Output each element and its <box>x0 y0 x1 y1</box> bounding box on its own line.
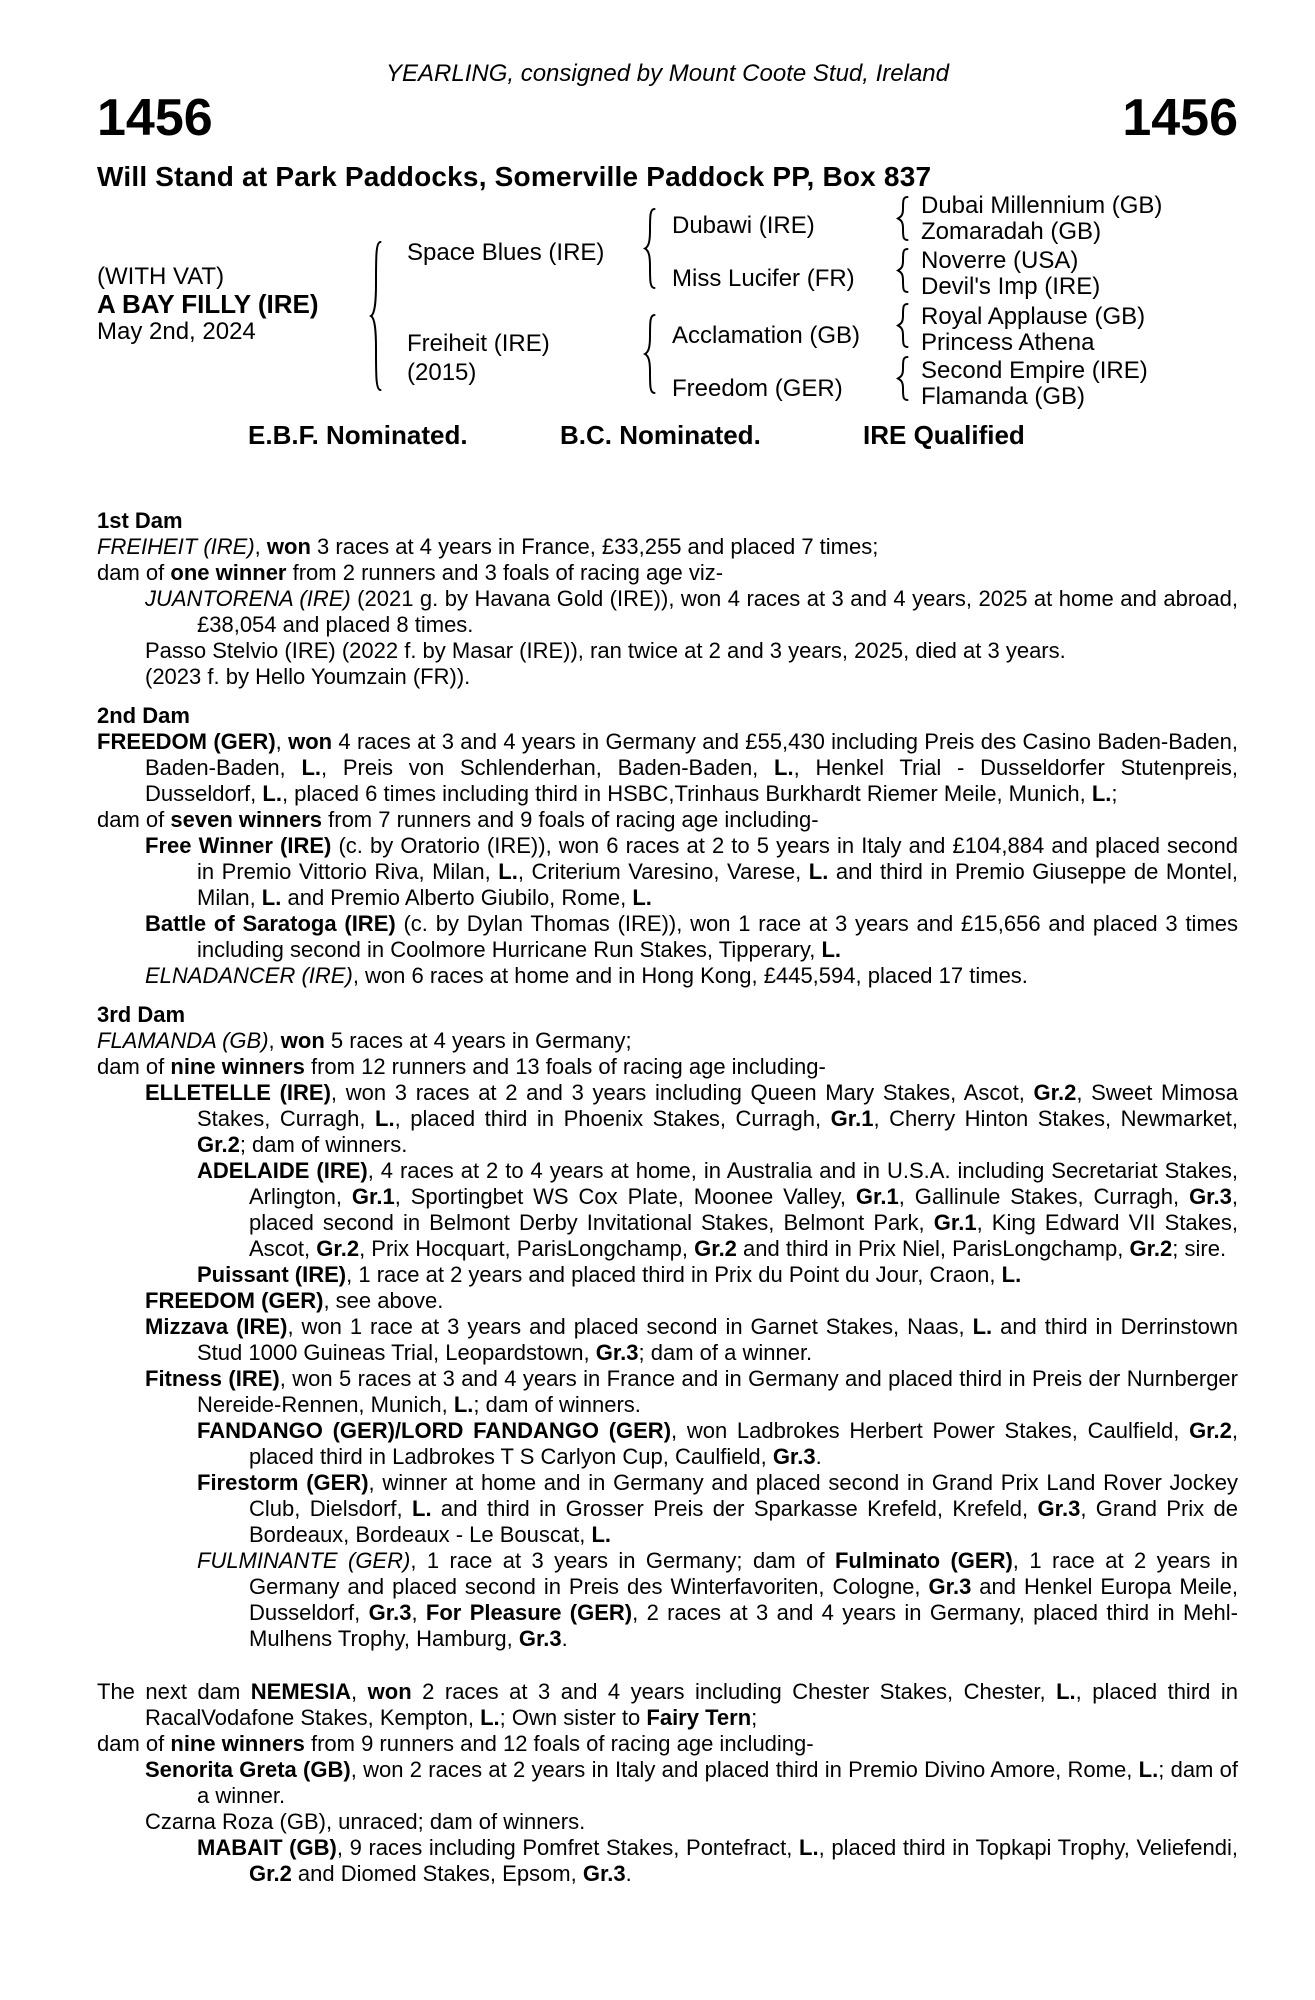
text-run: , King Edward VII Stakes, Ascot, <box>249 1210 1238 1261</box>
text-run: L. <box>375 1106 395 1131</box>
section-title: 2nd Dam <box>97 703 190 728</box>
text-run: , Sweet Mimosa Stakes, Curragh, <box>197 1080 1239 1131</box>
text-run: and Henkel Europa Meile, Dusseldorf, <box>249 1574 1238 1625</box>
text-run: Gr.3 <box>772 1444 816 1469</box>
text-run: from 12 runners and 13 foals of racing age including- <box>304 1054 826 1079</box>
text-run: ; Own sister to <box>499 1705 647 1730</box>
catalog-paragraph <box>97 807 1238 833</box>
ebf-nominated-label: E.B.F. Nominated. <box>248 420 468 450</box>
text-run: Battle of Saratoga (IRE) <box>145 911 396 936</box>
text-run: L. <box>632 885 652 910</box>
pedigree-gen3-1: Zomaradah (GB) <box>921 218 1102 245</box>
text-run: L. <box>1138 1757 1159 1782</box>
catalog-paragraph <box>97 560 1238 586</box>
catalog-sections <box>97 508 1238 1887</box>
text-run: Free Winner (IRE) <box>145 833 332 858</box>
text-run: , Cherry Hinton Stakes, Newmarket, <box>873 1106 1238 1131</box>
pedigree-gen3-2: Noverre (USA) <box>921 247 1079 274</box>
section-title: 1st Dam <box>97 508 183 533</box>
text-run: FREIHEIT (IRE) <box>97 534 255 559</box>
text-run: Gr.2 <box>1033 1080 1077 1105</box>
text-run: The next dam <box>97 1679 251 1704</box>
text-run: from 7 runners and 9 foals of racing age including- <box>322 807 819 832</box>
text-run: Gr.1 <box>351 1184 395 1209</box>
text-run: , placed third in Phoenix Stakes, Curragh, <box>394 1106 831 1131</box>
catalog-paragraph <box>97 963 1238 989</box>
pedigree-gen3-7: Flamanda (GB) <box>921 383 1086 410</box>
nominations-row <box>97 420 1238 452</box>
text-run: ; dam of winners. <box>239 1132 408 1157</box>
pedigree-gen3-6: Second Empire (IRE) <box>921 357 1148 384</box>
dam-section <box>97 508 1238 690</box>
stand-location-line: Will Stand at Park Paddocks, Somerville Paddock PP, Box 837 <box>97 161 932 192</box>
text-run: L. <box>808 859 829 884</box>
brace-gen3-2 <box>895 303 911 348</box>
text-run: , won Ladbrokes Herbert Power Stakes, Caulfield, <box>671 1418 1190 1443</box>
text-run: (c. by Dylan Thomas (IRE)), won 1 race at 3 years and £15,656 and placed 3 times including second in Coolmore Hurricane Run Stakes, Tipperary, <box>197 911 1239 962</box>
text-run: L. <box>799 1835 819 1860</box>
text-run: , Preis von Schlenderhan, Baden-Baden, <box>321 755 775 780</box>
text-run: , won 6 races at home and in Hong Kong, £445,594, placed 17 times. <box>352 963 1028 988</box>
text-run: Gr.3 <box>1037 1496 1081 1521</box>
text-run: FREEDOM (GER) <box>97 729 276 754</box>
catalog-paragraph <box>97 1262 1238 1288</box>
text-run: Gr.3 <box>928 1574 972 1599</box>
text-run: Passo Stelvio (IRE) (2022 f. by Masar (IRE)), ran twice at 2 and 3 years, 2025, died at 3 years. <box>145 638 1066 663</box>
text-run: won <box>280 1028 325 1053</box>
text-run: , Criterium Varesino, Varese, <box>517 859 809 884</box>
catalog-paragraph <box>97 729 1238 807</box>
text-run: , 4 races at 2 to 4 years at home, in Australia and in U.S.A. including Secretariat Stakes, Arlington, <box>249 1158 1238 1209</box>
text-run: L. <box>774 755 794 780</box>
catalog-paragraph <box>97 586 1238 638</box>
bc-nominated-label: B.C. Nominated. <box>560 420 761 450</box>
text-run: ; dam of a winner. <box>197 1757 1239 1808</box>
text-run: FLAMANDA (GB) <box>97 1028 269 1053</box>
text-run: FREEDOM (GER) <box>145 1288 324 1313</box>
text-run: and third in Prix Niel, ParisLongchamp, <box>736 1236 1130 1261</box>
text-run: from 2 runners and 3 foals of racing age viz- <box>286 560 724 585</box>
text-run: Gr.3 <box>368 1600 412 1625</box>
pedigree-gen3-4: Royal Applause (GB) <box>921 303 1146 330</box>
text-run: from 9 runners and 12 foals of racing age including- <box>304 1731 814 1756</box>
section-title: 3rd Dam <box>97 1002 186 1027</box>
text-run: , placed third in Ladbrokes T S Carlyon Cup, Caulfield, <box>249 1418 1238 1469</box>
text-run: , Gallinule Stakes, Curragh, <box>898 1184 1190 1209</box>
text-run: , <box>411 1600 426 1625</box>
text-run: dam of <box>97 560 171 585</box>
text-run: and third in Premio Giuseppe de Montel, Milan, <box>197 859 1239 910</box>
text-run: and Premio Alberto Giubilo, Rome, <box>281 885 633 910</box>
text-run: won <box>266 534 311 559</box>
text-run: L. <box>498 859 518 884</box>
text-run: L. <box>453 1392 474 1417</box>
text-run: , winner at home and in Germany and placed second in Grand Prix Land Rover Jockey Club, Dielsdorf, <box>249 1470 1238 1521</box>
ire-qualified-label: IRE Qualified <box>863 420 1025 450</box>
text-run: Gr.2 <box>1189 1418 1232 1443</box>
text-run: (c. by Oratorio (IRE)), won 6 races at 2 to 5 years in Italy and £104,884 and placed second in Premio Vittorio Riva, Milan, <box>197 833 1239 884</box>
text-run: , won 3 races at 2 and 3 years including Queen Mary Stakes, Ascot, <box>330 1080 1034 1105</box>
text-run: L. <box>591 1522 611 1547</box>
catalog-paragraph <box>97 1731 1238 1757</box>
text-run: ; <box>1111 781 1118 806</box>
text-run: , Prix Hocquart, ParisLongchamp, <box>359 1236 695 1261</box>
text-run: NEMESIA <box>250 1679 352 1704</box>
text-run: Gr.2 <box>1129 1236 1173 1261</box>
text-run: and third in Derrinstown Stud 1000 Guineas Trial, Leopardstown, <box>197 1314 1238 1365</box>
text-run: , 1 race at 2 years in Germany and placed second in Preis des Winterfavoriten, Cologne, <box>249 1548 1238 1599</box>
pedigree-gen2-2: Acclamation (GB) <box>672 322 861 349</box>
dam-section <box>97 703 1238 989</box>
text-run: (2023 f. by Hello Youmzain (FR)). <box>145 664 471 689</box>
catalog-paragraph <box>97 1288 1238 1314</box>
text-run: L. <box>301 755 321 780</box>
text-run: nine winners <box>170 1731 305 1756</box>
pedigree-gen3-3: Devil's Imp (IRE) <box>921 273 1101 300</box>
text-run: Gr.1 <box>933 1210 977 1235</box>
catalog-paragraph <box>97 1366 1238 1418</box>
text-run: Gr.1 <box>855 1184 899 1209</box>
catalog-paragraph <box>97 1835 1238 1887</box>
brace-gen2-dam <box>642 314 658 394</box>
pedigree-sire: Space Blues (IRE) <box>407 239 605 266</box>
text-run: , 1 race at 2 years and placed third in Prix du Point du Jour, Craon, <box>346 1262 1002 1287</box>
vat-note: (WITH VAT) <box>97 263 225 290</box>
text-run: Mizzava (IRE) <box>145 1314 288 1339</box>
text-run: , 9 races including Pomfret Stakes, Pontefract, <box>336 1835 800 1860</box>
text-run: L. <box>262 781 282 806</box>
brace-gen1 <box>368 241 384 391</box>
dam-section <box>97 1002 1238 1652</box>
text-run: 5 races at 4 years in Germany; <box>324 1028 632 1053</box>
text-run: ADELAIDE (IRE) <box>197 1158 368 1183</box>
catalog-paragraph <box>97 1054 1238 1080</box>
text-run: ; <box>751 1705 758 1730</box>
text-run: , won 2 races at 2 years in Italy and placed third in Premio Divino Amore, Rome, <box>350 1757 1139 1782</box>
text-run: . <box>815 1444 822 1469</box>
catalog-paragraph <box>97 534 1238 560</box>
text-run: L. <box>1091 781 1112 806</box>
text-run: Fitness (IRE) <box>145 1366 280 1391</box>
catalog-paragraph <box>97 1809 1238 1835</box>
text-run: 3 races at 4 years in France, £33,255 and placed 7 times; <box>310 534 879 559</box>
text-run: ; sire. <box>1172 1236 1227 1261</box>
text-run: , placed second in Belmont Derby Invitational Stakes, Belmont Park, <box>249 1184 1238 1235</box>
lot-number-right: 1456 <box>1122 89 1238 147</box>
text-run: Gr.3 <box>582 1861 626 1886</box>
text-run: Gr.3 <box>518 1626 562 1651</box>
text-run: L. <box>1001 1262 1022 1287</box>
brace-gen3-1 <box>895 248 911 293</box>
catalog-paragraph <box>97 638 1238 664</box>
text-run: MABAIT (GB) <box>197 1835 337 1860</box>
catalog-paragraph <box>97 1158 1238 1262</box>
text-run: Fulminato (GER) <box>834 1548 1013 1573</box>
text-run: ELLETELLE (IRE) <box>145 1080 331 1105</box>
text-run: , <box>351 1679 368 1704</box>
text-run: , <box>275 729 289 754</box>
brace-gen3-3 <box>895 356 911 401</box>
text-run: (2021 g. by Havana Gold (IRE)), won 4 races at 3 and 4 years, 2025 at home and abroad, £38,054 and placed 8 times. <box>197 586 1239 637</box>
text-run: , placed third in RacalVodafone Stakes, Kempton, <box>145 1679 1238 1730</box>
catalog-paragraph <box>97 833 1238 911</box>
catalog-paragraph <box>97 911 1238 963</box>
text-run: L. <box>261 885 282 910</box>
catalog-paragraph <box>97 1314 1238 1366</box>
text-run: , won 1 race at 3 years and placed second in Garnet Stakes, Naas, <box>287 1314 973 1339</box>
pedigree-dam-year: (2015) <box>407 359 477 386</box>
text-run: , placed 6 times including third in HSBC,Trinhaus Burkhardt Riemer Meile, Munich, <box>281 781 1092 806</box>
text-run: Gr.3 <box>1189 1184 1232 1209</box>
catalog-paragraph <box>97 1679 1238 1731</box>
text-run: FULMINANTE (GER) <box>197 1548 411 1573</box>
text-run: , placed third in Topkapi Trophy, Veliefendi, <box>818 1835 1238 1860</box>
text-run: , <box>254 534 267 559</box>
catalog-paragraph <box>97 664 1238 690</box>
dam-section <box>97 1679 1238 1887</box>
text-run: , won 5 races at 3 and 4 years in France and in Germany and placed third in Preis der Nurnberger Nereide-Rennen, Munich, <box>197 1366 1238 1417</box>
text-run: one winner <box>170 560 287 585</box>
text-run: won <box>288 729 333 754</box>
catalog-paragraph <box>97 1548 1238 1652</box>
pedigree-dam: Freiheit (IRE) <box>407 330 550 357</box>
text-run: ; dam of winners. <box>473 1392 641 1417</box>
catalog-paragraph <box>97 1757 1238 1809</box>
pedigree-gen3-0: Dubai Millennium (GB) <box>921 192 1163 219</box>
text-run: and Diomed Stakes, Epsom, <box>291 1861 583 1886</box>
lot-number-row <box>97 89 1238 147</box>
text-run: dam of <box>97 807 171 832</box>
brace-gen2-sire <box>642 208 658 289</box>
text-run: ; dam of a winner. <box>638 1340 813 1365</box>
text-run: L. <box>821 937 842 962</box>
text-run: , <box>268 1028 281 1053</box>
text-run: dam of <box>97 1054 171 1079</box>
pedigree-table <box>97 192 1238 414</box>
text-run: dam of <box>97 1731 171 1756</box>
text-run: Czarna Roza (GB), unraced; dam of winners. <box>145 1809 586 1834</box>
text-run: , 2 races at 3 and 4 years in Germany, placed third in Mehl-Mulhens Trophy, Hamburg, <box>249 1600 1238 1651</box>
text-run: FANDANGO (GER)/LORD FANDANGO (GER) <box>197 1418 672 1443</box>
text-run: , Grand Prix de Bordeaux, Bordeaux - Le Bouscat, <box>249 1496 1238 1547</box>
consignment-line: YEARLING, consigned by Mount Coote Stud, Ireland <box>386 60 949 87</box>
catalog-paragraph <box>97 1470 1238 1548</box>
lot-number-left: 1456 <box>97 89 213 147</box>
foaling-date: May 2nd, 2024 <box>97 318 256 345</box>
catalog-paragraph <box>97 1028 1238 1054</box>
text-run: L. <box>480 1705 500 1730</box>
text-run: L. <box>1056 1679 1076 1704</box>
text-run: and third in Grosser Preis der Sparkasse Krefeld, Krefeld, <box>431 1496 1038 1521</box>
catalog-paragraph <box>97 1080 1238 1158</box>
text-run: Fairy Tern <box>646 1705 752 1730</box>
text-run: Gr.2 <box>316 1236 360 1261</box>
pedigree-gen2-0: Dubawi (IRE) <box>672 212 815 239</box>
text-run: Gr.2 <box>197 1132 240 1157</box>
text-run: . <box>561 1626 568 1651</box>
pedigree-gen3-5: Princess Athena <box>921 329 1095 356</box>
text-run: , Henkel Trial - Dusseldorfer Stutenpreis, Dusseldorf, <box>145 755 1238 806</box>
catalog-paragraph <box>97 1418 1238 1470</box>
text-run: Gr.3 <box>595 1340 639 1365</box>
text-run: Firestorm (GER) <box>197 1470 369 1495</box>
text-run: Senorita Greta (GB) <box>145 1757 351 1782</box>
text-run: L. <box>972 1314 993 1339</box>
text-run: 4 races at 3 and 4 years in Germany and £55,430 including Preis des Casino Baden-Baden, Baden-Baden, <box>145 729 1238 780</box>
text-run: ELNADANCER (IRE) <box>145 963 353 988</box>
subject-title: A BAY FILLY (IRE) <box>97 289 319 319</box>
text-run: 2 races at 3 and 4 years including Chester Stakes, Chester, <box>411 1679 1057 1704</box>
text-run: , 1 race at 3 years in Germany; dam of <box>410 1548 835 1573</box>
text-run: Gr.2 <box>249 1861 292 1886</box>
text-run: Gr.1 <box>830 1106 874 1131</box>
text-run: Puissant (IRE) <box>197 1262 347 1287</box>
text-run: won <box>367 1679 412 1704</box>
text-run: For Pleasure (GER) <box>425 1600 633 1625</box>
text-run: , see above. <box>323 1288 444 1313</box>
text-run: JUANTORENA (IRE) <box>145 586 351 611</box>
pedigree-gen2-1: Miss Lucifer (FR) <box>672 265 855 292</box>
text-run: Gr.2 <box>694 1236 737 1261</box>
text-run: , Sportingbet WS Cox Plate, Moonee Valley, <box>394 1184 856 1209</box>
text-run: nine winners <box>170 1054 305 1079</box>
pedigree-gen2-3: Freedom (GER) <box>672 375 843 402</box>
text-run: seven winners <box>170 807 323 832</box>
text-run: L. <box>412 1496 432 1521</box>
brace-gen3-0 <box>895 196 911 241</box>
text-run: . <box>625 1861 632 1886</box>
